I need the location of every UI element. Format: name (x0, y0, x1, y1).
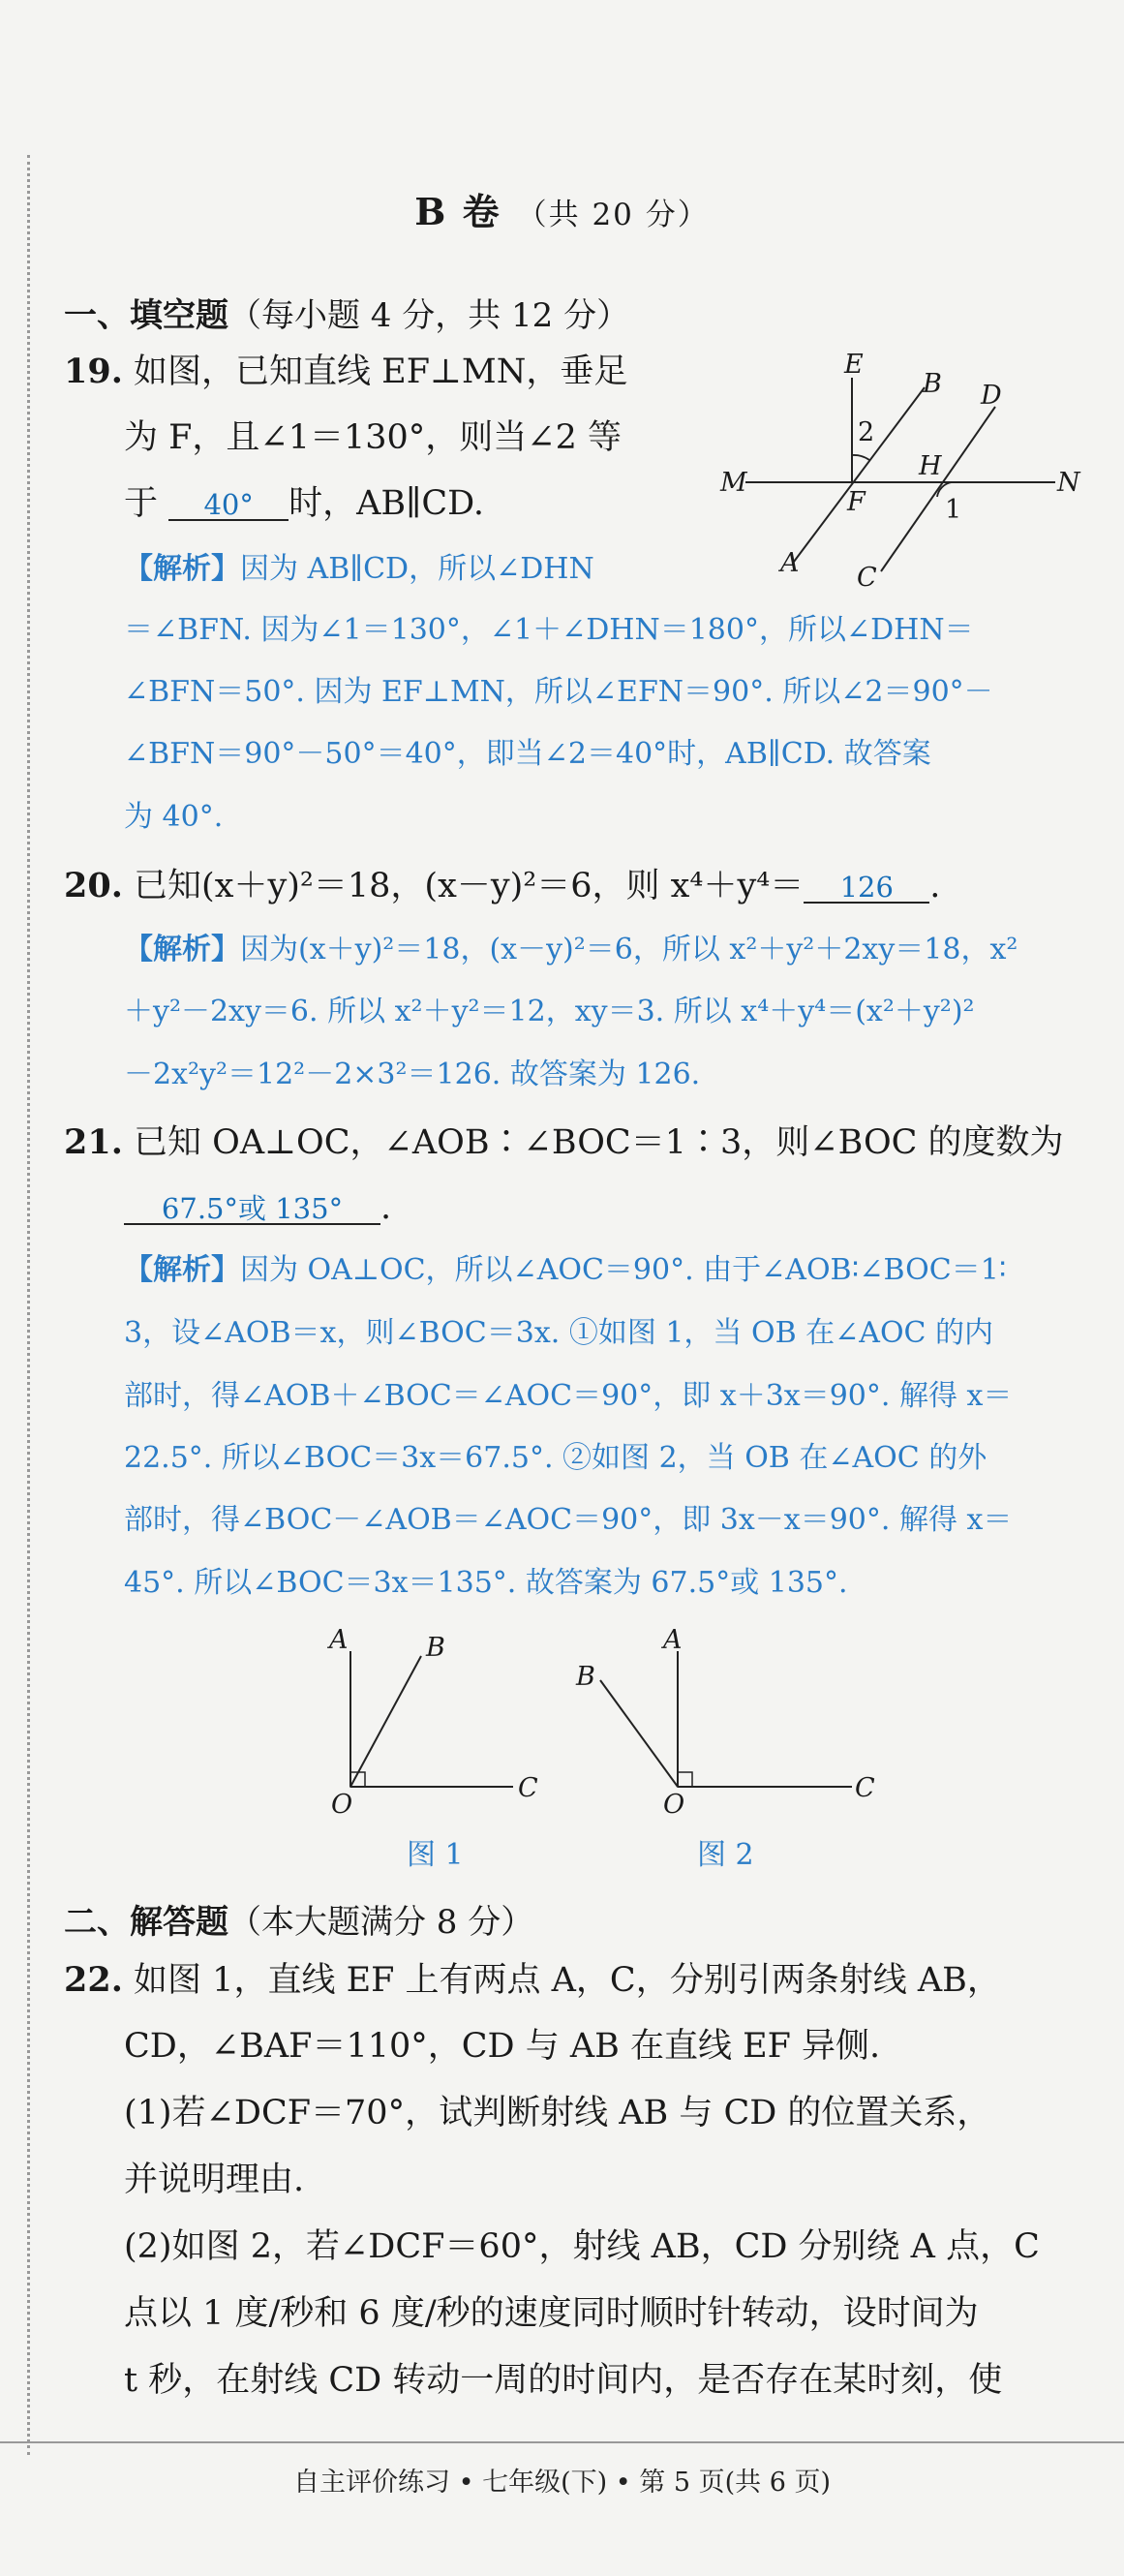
q19-number: 19. (64, 352, 123, 391)
q19-text-1: 如图，已知直线 EF⊥MN，垂足 (134, 353, 628, 391)
q22-line2: CD，∠BAF＝110°，CD 与 AB 在直线 EF 异侧. (124, 2027, 881, 2066)
ray-ob (600, 1680, 678, 1787)
section-title-text: B 卷 (414, 190, 501, 233)
label-n: N (1057, 468, 1080, 498)
fig1-caption: 图 1 (407, 1838, 464, 1872)
section-title (0, 182, 1124, 235)
fig2-label-a: A (663, 1627, 683, 1655)
q21-figure-2 (566, 1627, 886, 1821)
part2-heading (64, 1895, 533, 1943)
angle-2-arc (852, 455, 869, 460)
q21-solution-line6: 45°. 所以∠BOC＝3x＝135°. 故答案为 67.5°或 135°. (124, 1566, 848, 1600)
q19-answer: 40° (168, 491, 289, 521)
fig1-label-b: B (426, 1633, 445, 1663)
label-a: A (780, 548, 800, 578)
label-angle-1: 1 (945, 495, 962, 525)
q19-solution-line4: ∠BFN＝90°－50°＝40°，即当∠2＝40°时，AB∥CD. 故答案 (124, 737, 931, 771)
fig1-label-o: O (331, 1790, 353, 1820)
fig1-label-c: C (518, 1773, 538, 1803)
part2-heading-note: （本大题满分 8 分） (228, 1903, 534, 1942)
fig2-label-c: C (855, 1773, 875, 1803)
q21-text-2: . (380, 1188, 392, 1227)
q20-line1 (64, 866, 941, 905)
q20-answer: 126 (804, 874, 929, 904)
label-c: C (857, 563, 877, 591)
part1-heading-title: 一、填空题 (64, 296, 228, 335)
q20-text-end: . (929, 867, 941, 905)
q22-line1 (64, 1960, 1001, 2000)
fig2-label-b: B (576, 1662, 595, 1692)
section-subtitle: （共 20 分） (516, 198, 710, 232)
q21-solution-text-1: 因为 OA⊥OC，所以∠AOC＝90°. 由于∠AOB∶∠BOC＝1∶ (240, 1253, 1007, 1287)
part1-heading (64, 289, 629, 336)
q21-text-1: 已知 OA⊥OC，∠AOB∶∠BOC＝1∶3，则∠BOC 的度数为 (134, 1123, 1064, 1162)
q19-solution-text-1: 因为 AB∥CD，所以∠DHN (240, 552, 594, 586)
q21-number: 21. (64, 1122, 123, 1162)
label-d: D (981, 381, 1002, 411)
q22-line6: 点以 1 度/秒和 6 度/秒的速度同时顺时针转动，设时间为 (124, 2294, 979, 2333)
q19-text-3a: 于 (124, 484, 159, 523)
q21-solution-line1 (124, 1253, 1007, 1287)
part2-heading-title: 二、解答题 (64, 1903, 228, 1942)
label-b: B (923, 369, 942, 399)
q20-solution-text-1: 因为(x＋y)²＝18，(x－y)²＝6，所以 x²＋y²＋2xy＝18，x² (240, 933, 1018, 966)
q21-figure-1 (319, 1627, 571, 1821)
margin-dotted-line (27, 155, 30, 2455)
q22-text-1: 如图 1，直线 EF 上有两点 A，C，分别引两条射线 AB， (134, 1961, 1001, 2000)
q21-solution-line5: 部时，得∠BOC－∠AOB＝∠AOC＝90°，即 3x－x＝90°. 解得 x＝ (124, 1503, 1013, 1537)
q22-line3: (1)若∠DCF＝70°，试判断射线 AB 与 CD 的位置关系， (124, 2094, 991, 2132)
label-e: E (844, 350, 864, 380)
q19-line1 (64, 354, 627, 389)
q19-solution-line2: ＝∠BFN. 因为∠1＝130°，∠1＋∠DHN＝180°，所以∠DHN＝ (124, 613, 974, 647)
fig1-label-a: A (329, 1627, 349, 1655)
label-f: F (847, 487, 866, 517)
fig2-caption: 图 2 (697, 1838, 754, 1872)
q22-line5: (2)如图 2，若∠DCF＝60°，射线 AB，CD 分别绕 A 点，C (124, 2227, 1040, 2266)
q20-solution-line1 (124, 935, 1018, 965)
q21-line2 (124, 1188, 392, 1227)
q20-number: 20. (64, 866, 123, 905)
q20-solution-line2: ＋y²－2xy＝6. 所以 x²＋y²＝12，xy＝3. 所以 x⁴＋y⁴＝(x²＋y²)² (124, 995, 975, 1028)
line-cd (881, 407, 995, 571)
label-m: M (720, 468, 747, 498)
q21-solution-line2: 3，设∠AOB＝x，则∠BOC＝3x. ①如图 1，当 OB 在∠AOC 的内 (124, 1316, 994, 1350)
q22-number: 22. (64, 1960, 123, 2000)
label-h: H (919, 451, 942, 481)
q21-solution-tag: 【解析】 (124, 1253, 240, 1287)
part1-heading-note: （每小题 4 分，共 12 分） (228, 296, 630, 335)
q19-solution-line5: 为 40°. (124, 800, 224, 834)
q19-line2 (124, 418, 623, 457)
q19-solution-line1 (124, 552, 594, 586)
q21-answer: 67.5°或 135° (124, 1195, 380, 1225)
q20-text: 已知(x＋y)²＝18，(x－y)²＝6，则 x⁴＋y⁴＝ (134, 867, 805, 905)
q19-figure (716, 344, 1084, 591)
q22-line7: t 秒，在射线 CD 转动一周的时间内，是否存在某时刻，使 (124, 2361, 1003, 2400)
q20-solution-tag: 【解析】 (124, 933, 240, 966)
right-angle-mark (678, 1772, 692, 1787)
q21-solution-line3: 部时，得∠AOB＋∠BOC＝∠AOC＝90°，即 x＋3x＝90°. 解得 x＝ (124, 1379, 1013, 1413)
q19-solution-line3: ∠BFN＝50°. 因为 EF⊥MN，所以∠EFN＝90°. 所以∠2＝90°－ (124, 675, 993, 709)
ray-ob (350, 1656, 421, 1787)
q19-text-2: 为 F，且∠1＝130°，则当∠2 等 (124, 418, 623, 457)
q22-line4: 并说明理由. (124, 2161, 305, 2199)
fig2-label-o: O (663, 1790, 685, 1820)
page-footer: 自主评价练习 • 七年级(下) • 第 5 页(共 6 页) (0, 2441, 1124, 2499)
q20-solution-line3: －2x²y²＝12²－2×3²＝126. 故答案为 126. (124, 1058, 701, 1091)
q19-line3 (124, 484, 485, 523)
q19-solution-tag: 【解析】 (124, 552, 240, 586)
q21-solution-line4: 22.5°. 所以∠BOC＝3x＝67.5°. ②如图 2，当 OB 在∠AOC 的外 (124, 1441, 987, 1475)
q19-text-3b: 时，AB∥CD. (289, 484, 485, 523)
label-angle-2: 2 (858, 417, 875, 447)
q21-line1 (64, 1122, 1064, 1162)
